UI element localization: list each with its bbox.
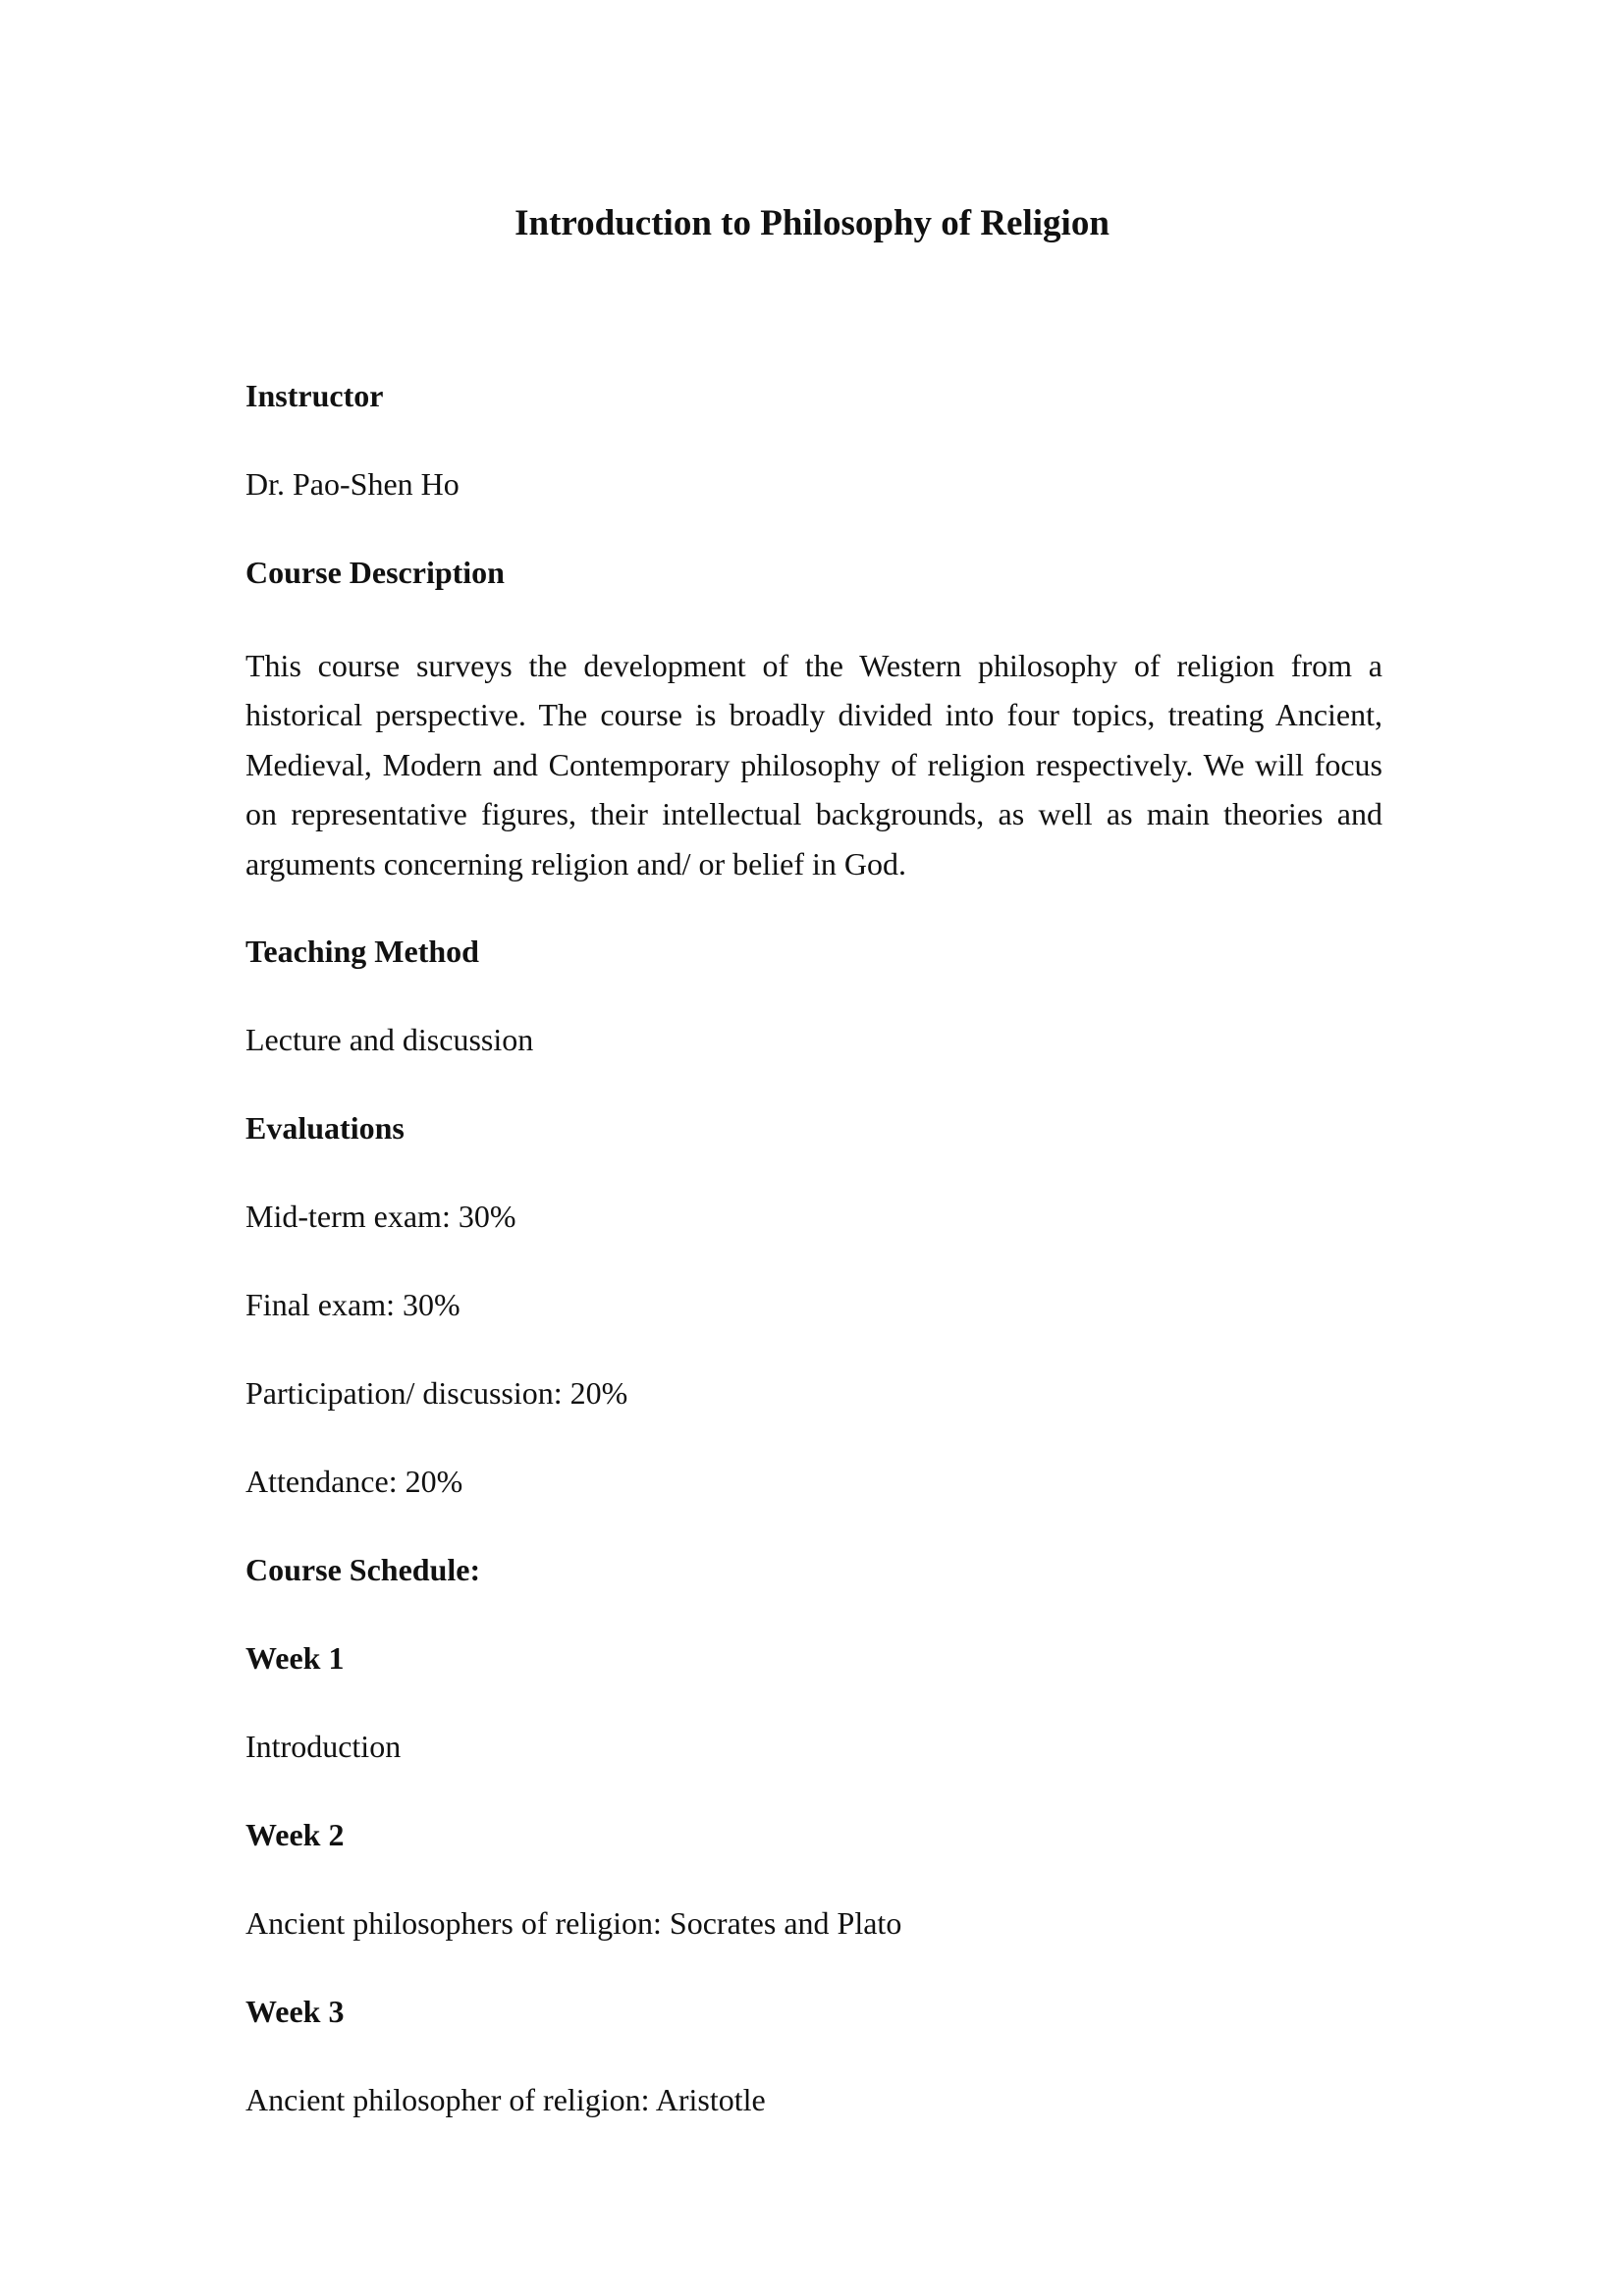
week-label: Week 1 [245,1640,345,1677]
course-description-heading: Course Description [245,555,505,590]
course-description-section [245,553,1382,888]
instructor-name: Dr. Pao-Shen Ho [245,466,460,502]
document-title: Introduction to Philosophy of Religion [514,203,1110,243]
evaluations-section [245,1108,1382,1501]
evaluations-heading: Evaluations [245,1110,405,1147]
instructor-section [245,376,1382,504]
week-topic: Ancient philosopher of religion: Aristotle [245,2082,766,2118]
evaluation-item: Final exam: 30% [245,1287,460,1323]
teaching-method-text: Lecture and discussion [245,1022,534,1058]
course-schedule-section [245,1550,1382,2119]
evaluation-item: Attendance: 20% [245,1464,463,1500]
schedule-list [245,1638,1382,2119]
course-description-text: This course surveys the development of the Western philosophy of religion from a historical perspective. The course is broadly divided into four topics, treating Ancient, Medieval, Modern and Contemporary philosophy of religion respectively. We will focus on representative figures, their intellectual backgrounds, as well as main theories and arguments concerning religion and/ or belief in God. [245,648,1382,881]
schedule-week [245,1638,1382,1766]
schedule-week [245,1815,1382,1943]
document-body [245,376,1382,2168]
teaching-method-heading: Teaching Method [245,934,479,970]
week-topic: Ancient philosophers of religion: Socrates and Plato [245,1905,902,1942]
course-schedule-heading: Course Schedule: [245,1552,481,1588]
evaluation-item: Participation/ discussion: 20% [245,1375,628,1412]
evaluation-item: Mid-term exam: 30% [245,1199,516,1235]
schedule-week [245,1992,1382,2119]
teaching-method-section [245,932,1382,1059]
week-label: Week 2 [245,1817,345,1853]
week-topic: Introduction [245,1729,402,1765]
evaluations-list [245,1197,1382,1501]
instructor-heading: Instructor [245,378,384,413]
week-label: Week 3 [245,1994,345,2030]
